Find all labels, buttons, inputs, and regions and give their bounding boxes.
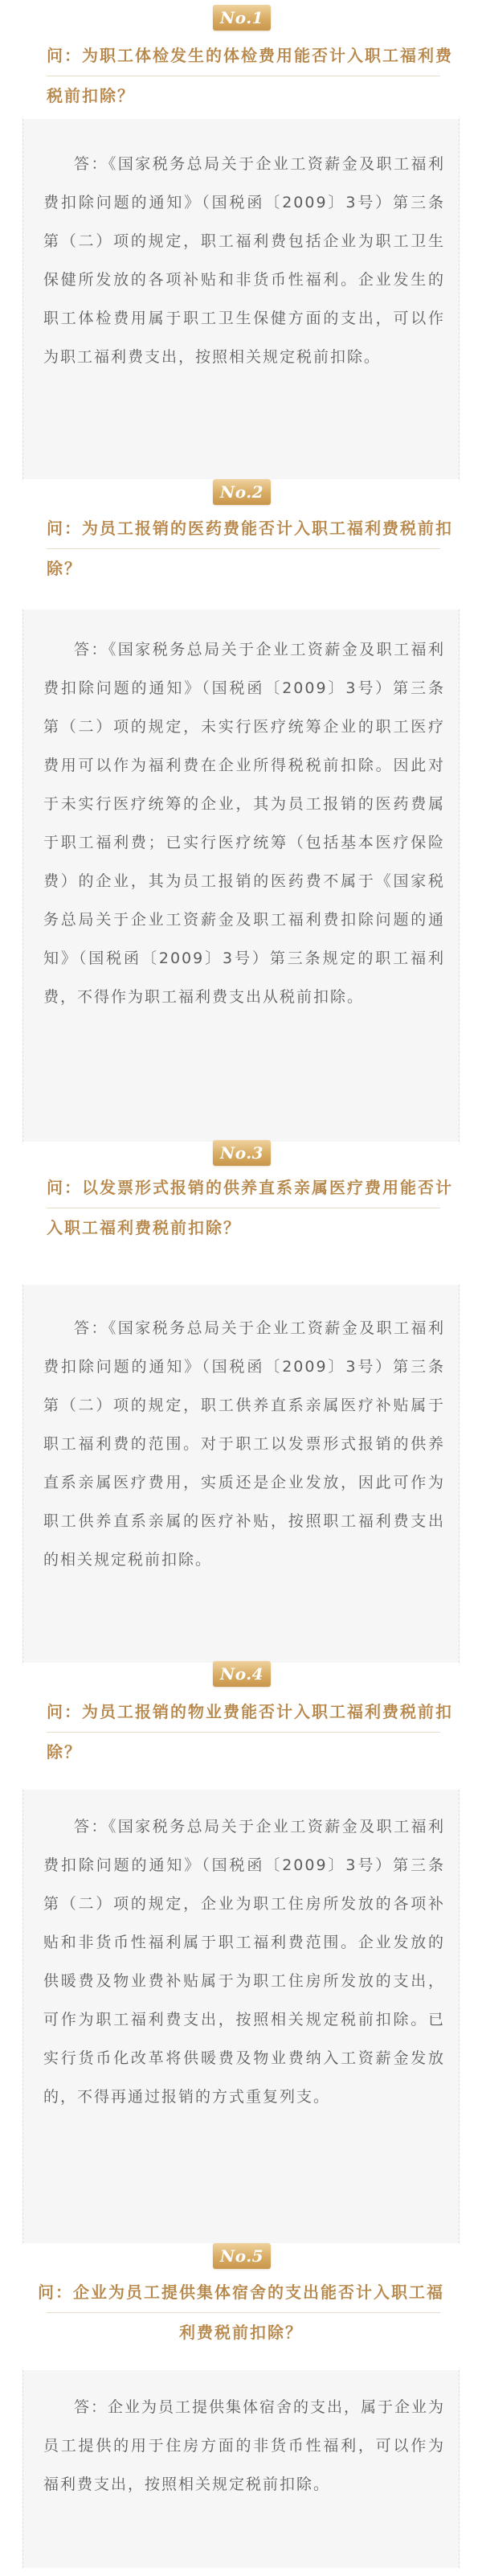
divider xyxy=(459,2370,460,2568)
divider xyxy=(22,2370,23,2568)
section-number-badge xyxy=(213,479,271,505)
badge-label: No.4 xyxy=(219,1664,264,1684)
question-heading: 问：为员工报销的医药费能否计入职工福利费税前扣除？ xyxy=(47,519,453,578)
answer-text: 答：《国家税务总局关于企业工资薪金及职工福利费扣除问题的通知》（国税函〔2009〕3号）第三条第（二）项的规定，未实行医疗统筹企业的职工医疗费用可以作为福利费在企业所得税税前扣除。因此对于未实行医疗统筹的企业，其为员工报销的医药费属于职工福利费；已实行医疗统筹（包括基本医疗保险费）的企业，其为员工报销的医药费不属于《国家税务总局关于企业工资薪金及职工福利费扣除问题的通知》（国税函〔2009〕3号）第三条规定的职工福利费，不得作为职工福利费支出从税前扣除。 xyxy=(43,641,445,1006)
divider xyxy=(22,119,23,479)
divider xyxy=(459,609,460,1142)
answer-text: 答：企业为员工提供集体宿舍的支出，属于企业为员工提供的用于住房方面的非货币性福利，可以作为福利费支出，按照相关规定税前扣除。 xyxy=(43,2398,446,2493)
divider xyxy=(47,2312,440,2313)
section-number-badge xyxy=(213,2243,271,2269)
answer-box xyxy=(22,1790,460,2243)
question-heading: 问：为职工体检发生的体检费用能否计入职工福利费税前扣除？ xyxy=(47,46,453,105)
divider xyxy=(459,1285,460,1663)
section-number-badge xyxy=(213,1140,271,1166)
badge-label: No.3 xyxy=(219,1143,264,1163)
answer-text: 答：《国家税务总局关于企业工资薪金及职工福利费扣除问题的通知》（国税函〔2009〕3号）第三条第（二）项的规定，企业为职工住房所发放的各项补贴和非货币性福利属于职工福利费范围。企业发放的供暖费及物业费补贴属于为职工住房所发放的支出，可作为职工福利费支出，按照相关规定税前扣除。已实行货币化改革将供暖费及物业费纳入工资薪金发放的，不得再通过报销的方式重复列支。 xyxy=(43,1818,445,2106)
divider xyxy=(459,119,460,479)
answer-text: 答：《国家税务总局关于企业工资薪金及职工福利费扣除问题的通知》（国税函〔2009〕3号）第三条第（二）项的规定，职工福利费包括企业为职工卫生保健所发放的各项补贴和非货币性福利。企业发生的职工体检费用属于职工卫生保健方面的支出，可以作为职工福利费支出，按照相关规定税前扣除。 xyxy=(43,155,445,366)
question-heading: 问：为员工报销的物业费能否计入职工福利费税前扣除？ xyxy=(47,1702,453,1762)
question-heading: 问：企业为员工提供集体宿舍的支出能否计入职工福利费税前扣除？ xyxy=(38,2283,444,2342)
answer-box xyxy=(22,2370,460,2568)
question-heading: 问：以发票形式报销的供养直系亲属医疗费用能否计入职工福利费税前扣除？ xyxy=(47,1178,453,1237)
badge-label: No.1 xyxy=(219,8,264,27)
divider xyxy=(47,1732,440,1733)
section-number-badge xyxy=(213,5,271,31)
answer-box xyxy=(22,119,460,479)
divider xyxy=(22,1285,23,1663)
section-number-badge xyxy=(213,1661,271,1687)
answer-box xyxy=(22,1285,460,1663)
divider xyxy=(22,609,23,1142)
badge-label: No.5 xyxy=(219,2246,264,2266)
badge-label: No.2 xyxy=(219,482,264,502)
answer-box xyxy=(22,609,460,1142)
divider xyxy=(459,1790,460,2243)
divider xyxy=(22,1790,23,2243)
answer-text: 答：《国家税务总局关于企业工资薪金及职工福利费扣除问题的通知》（国税函〔2009〕3号）第三条第（二）项的规定，职工供养直系亲属医疗补贴属于职工福利费的范围。对于职工以发票形式报销的供养直系亲属医疗费用，实质还是企业发放，因此可作为职工供养直系亲属的医疗补贴，按照职工福利费支出的相关规定税前扣除。 xyxy=(43,1319,445,1569)
divider xyxy=(47,548,440,549)
